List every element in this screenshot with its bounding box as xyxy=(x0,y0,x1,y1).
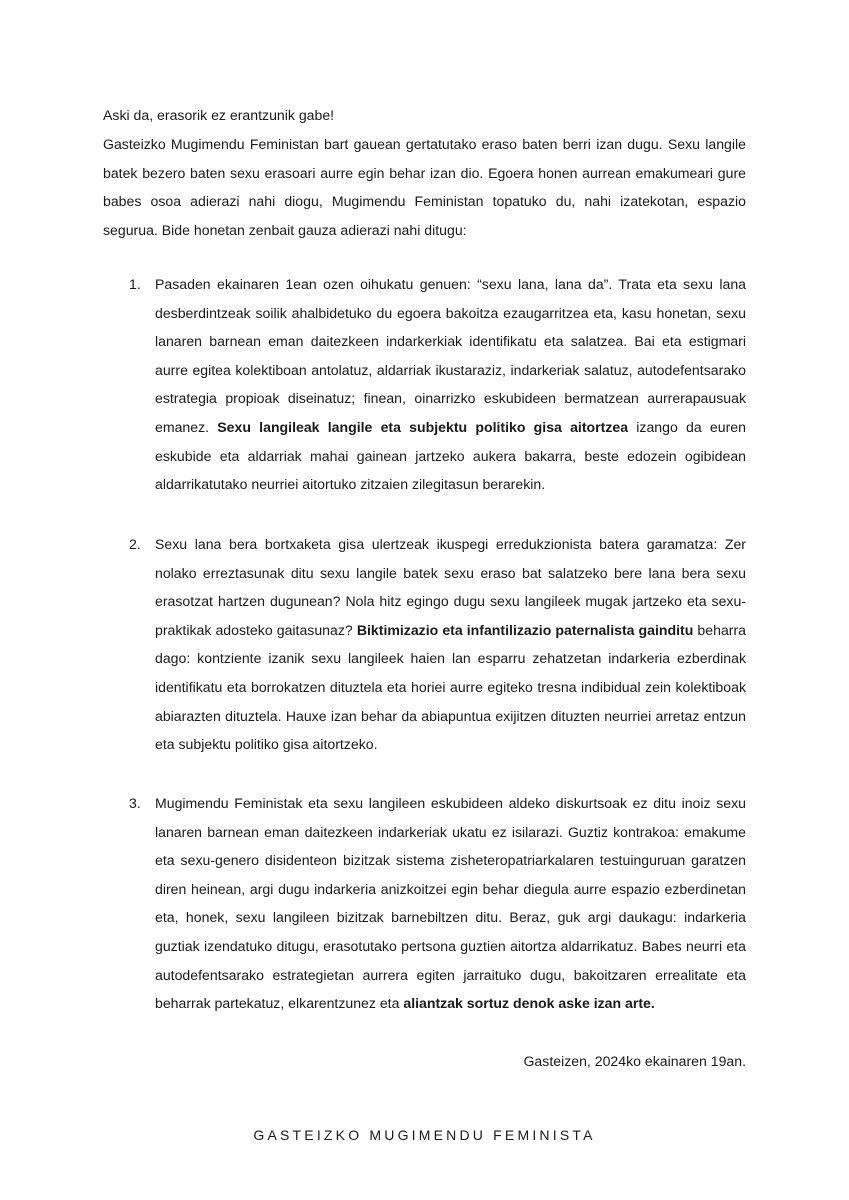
list-item-number: 3. xyxy=(129,795,141,811)
document-date: Gasteizen, 2024ko ekainaren 19an. xyxy=(523,1053,746,1069)
bold-text-segment: aliantzak sortuz denok aske izan arte. xyxy=(403,995,655,1012)
bold-text-segment: Biktimizazio eta infantilizazio paternalista gainditu xyxy=(356,621,694,638)
list-item-text xyxy=(155,530,746,759)
text-segment: Mugimendu Feministak eta sexu langileen eskubideen aldeko diskurtsoak ez ditu inoiz sexu lanaren barnean eman daitezkeen indarkeriak ukatu ez isilarazi. Guztiz kontrakoa: emakume eta sexu-genero disidenteon bizitzak sistema zisheteropatriarkalaren testuinguruan garatzen diren heinean, argi dugu indarkeria anizkoitzei egin behar diegula aurre espazio ezberdinetan eta, honek, sexu langileen bizitzak barnebiltzen ditu. Beraz, guk argi daukagu: indarkeria guztiak izendatuko ditugu, erasotutako pertsona guztien aitortza aldarrikatuz. Babes neurri eta autodefentsarako estrategietan aurrera egiten jarraituko dugu, bakoitzaren errealitate eta beharrak partekatuz, elkarentzunez eta xyxy=(155,795,746,1012)
intro-paragraph: Gasteizko Mugimendu Feministan bart gauean gertatutako eraso baten berri izan dugu. Sexu langile batek bezero baten sexu erasoari aurre egin behar izan dio. Egoera honen aurrean emakumeari gure babes osoa adierazi nahi diogu, Mugimendu Feministan topatuko du, nahi izatekotan, espazio segurua. Bide honetan zenbait gauza adierazi nahi ditugu: xyxy=(103,136,746,238)
list-item-number: 1. xyxy=(129,276,141,292)
list-item-text xyxy=(155,270,746,499)
text-segment: izango da euren eskubide eta aldarriak mahai gainean jartzeko aukera bakarra, beste edozein ogibidean aldarrikatutako neurriei aitortuko zitzaien zilegitasun berarekin. xyxy=(155,418,746,493)
list-item-text xyxy=(155,789,746,1018)
list-item xyxy=(103,270,746,499)
list-item-number: 2. xyxy=(129,536,141,552)
text-segment: beharra dago: kontziente izanik sexu langileek haien lan esparru zehatzetan indarkeria ezberdinak identifikatu eta borrokatzen dituztela eta horiei aurre egiteko tresna indibidual zein kolektiboak abiarazten dituztela. Hauxe izan behar da abiapuntua exijitzen dituzten neurriei arretaz entzun eta subjektu politiko gisa aitortzeko. xyxy=(155,621,747,753)
list-item xyxy=(103,530,746,759)
document-title: Aski da, erasorik ez erantzunik gabe! xyxy=(103,107,335,123)
bold-text-segment: Sexu langileak langile eta subjektu politiko gisa aitortzea xyxy=(217,418,629,435)
text-segment: Pasaden ekainaren 1ean ozen oihukatu genuen: “sexu lana, lana da”. Trata eta sexu lana desberdintzeak soilik ahalbidetuko du egoera bakoitza ezaugarritzea eta, kasu honetan, sexu lanaren barnean eman daitezkeen indarkerkiak identifikatu eta salatzea. Bai eta estigmari aurre egitea kolektiboan antolatuz, aldarriak ikustaraziz, indarkeriak salatuz, autodefentsarako estrategia propioak diseinatuz; finean, oinarrizko eskubideen bermatzean aurrerapausuak emanez. xyxy=(155,276,746,435)
list-item xyxy=(103,789,746,1018)
text-segment: Sexu lana bera bortxaketa gisa ulertzeak ikuspegi erredukzionista batera garamatza: Zer nolako erreztasunak ditu sexu langile batek sexu eraso bat salatzeko bere lana bera sexu erasotzat hartzen dugunean? Nola hitz egingo dugu sexu langileek mugak jartzeko eta sexu-praktikak adosteko gaitasunaz? xyxy=(155,536,746,638)
signature: GASTEIZKO MUGIMENDU FEMINISTA xyxy=(253,1127,596,1143)
